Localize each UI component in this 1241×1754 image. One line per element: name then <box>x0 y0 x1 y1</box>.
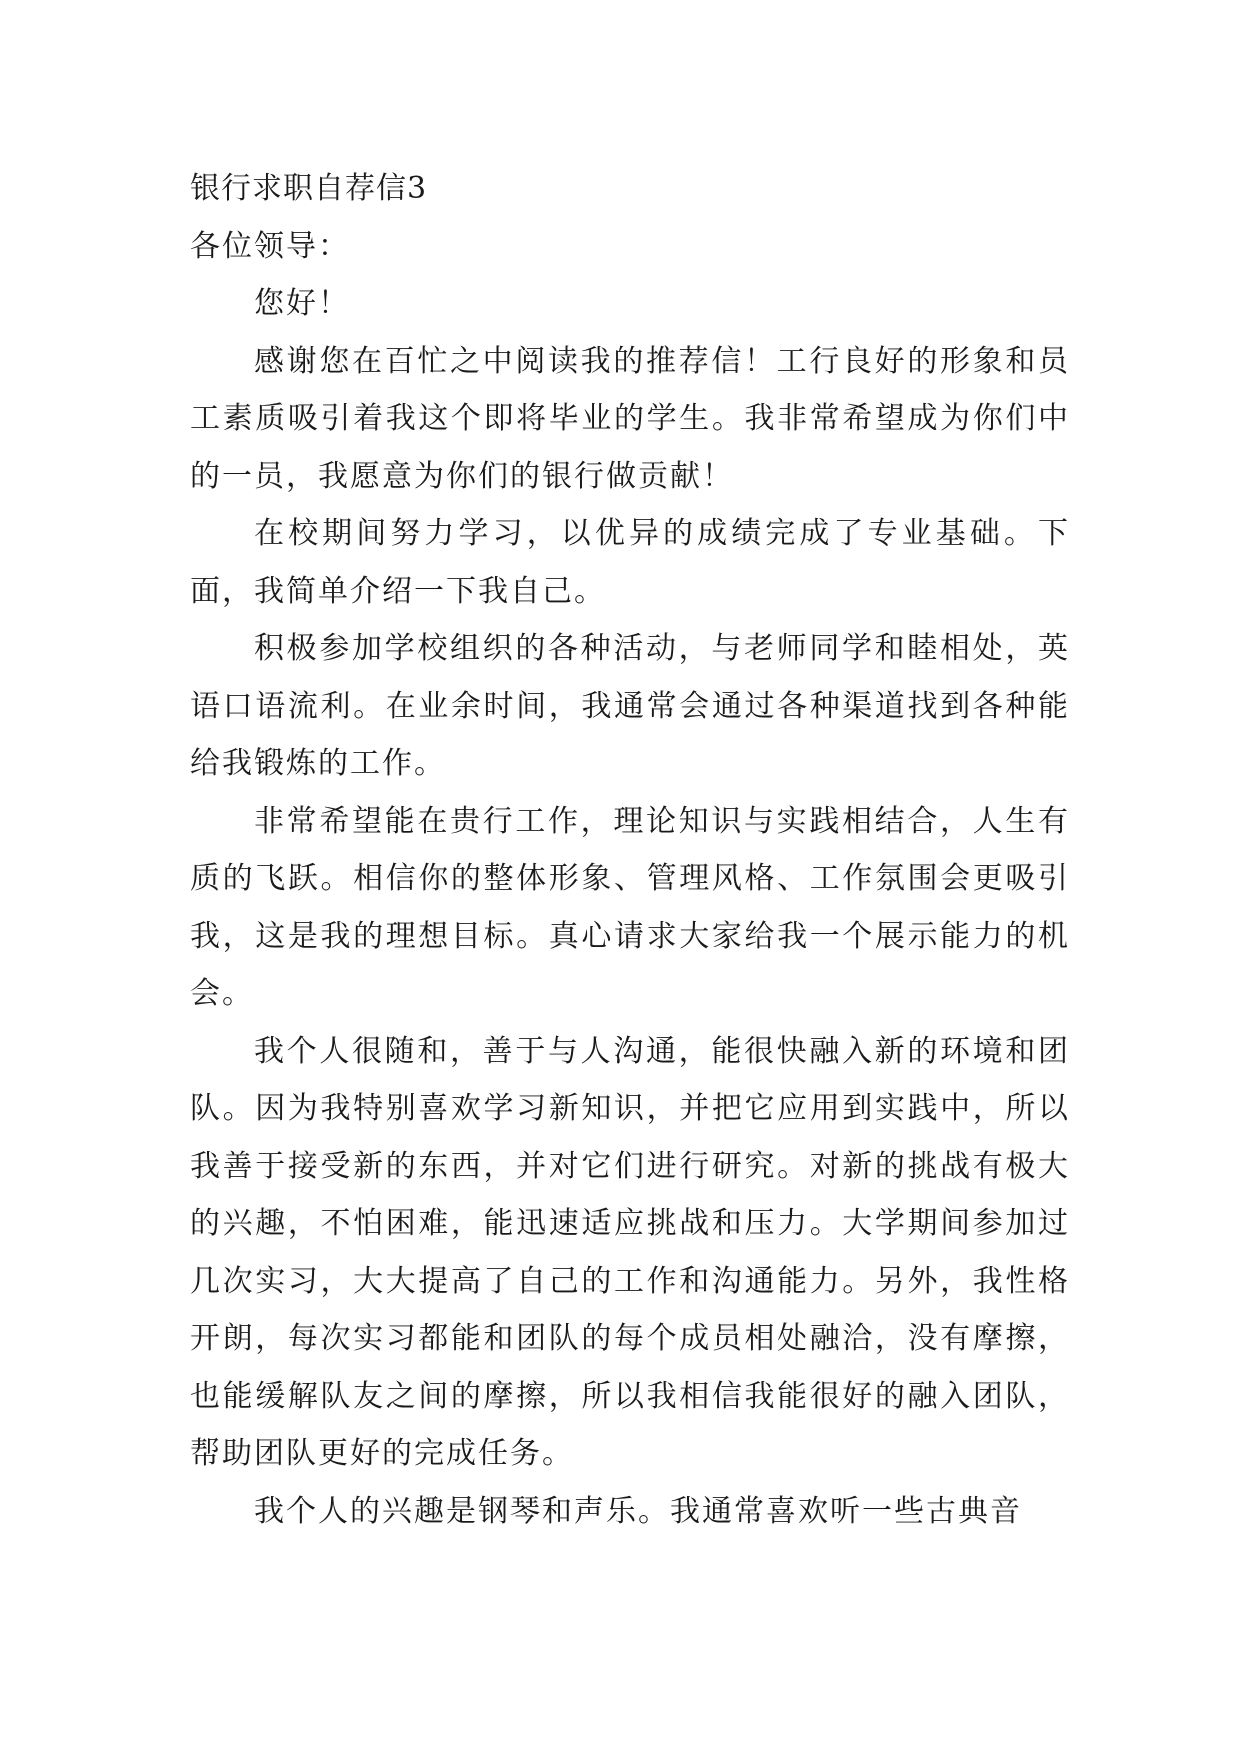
paragraph-interests: 我个人的兴趣是钢琴和声乐。我通常喜欢听一些古典音 <box>254 1493 1022 1529</box>
document-body <box>190 160 1070 1540</box>
paragraph-activities: 积极参加学校组织的各种活动，与老师同学和睦相处，英语口语流利。在业余时间，我通常会通过各种渠道找到各种能给我锻炼的工作。 <box>190 631 1070 781</box>
salutation: 各位领导： <box>190 228 350 264</box>
paragraph-study: 在校期间努力学习，以优异的成绩完成了专业基础。下面，我简单介绍一下我自己。 <box>190 516 1070 609</box>
paragraph-greeting: 您好！ <box>254 286 350 321</box>
paragraph-aspiration: 非常希望能在贵行工作，理论知识与实践相结合，人生有质的飞跃。相信你的整体形象、管理风格、工作氛围会更吸引我，这是我的理想目标。真心请求大家给我一个展示能力的机会。 <box>190 803 1070 1011</box>
paragraph-personality: 我个人很随和，善于与人沟通，能很快融入新的环境和团队。因为我特别喜欢学习新知识，并把它应用到实践中，所以我善于接受新的东西，并对它们进行研究。对新的挑战有极大的兴趣，不怕困难，能迅速适应挑战和压力。大学期间参加过几次实习，大大提高了自己的工作和沟通能力。另外，我性格开朗，每次实习都能和团队的每个成员相处融洽，没有摩擦，也能缓解队友之间的摩擦，所以我相信我能很好的融入团队，帮助团队更好的完成任务。 <box>190 1033 1070 1471</box>
document-title: 银行求职自荐信3 <box>190 171 428 206</box>
paragraph-thanks: 感谢您在百忙之中阅读我的推荐信！工行良好的形象和员工素质吸引着我这个即将毕业的学生。我非常希望成为你们中的一员，我愿意为你们的银行做贡献！ <box>190 343 1070 494</box>
